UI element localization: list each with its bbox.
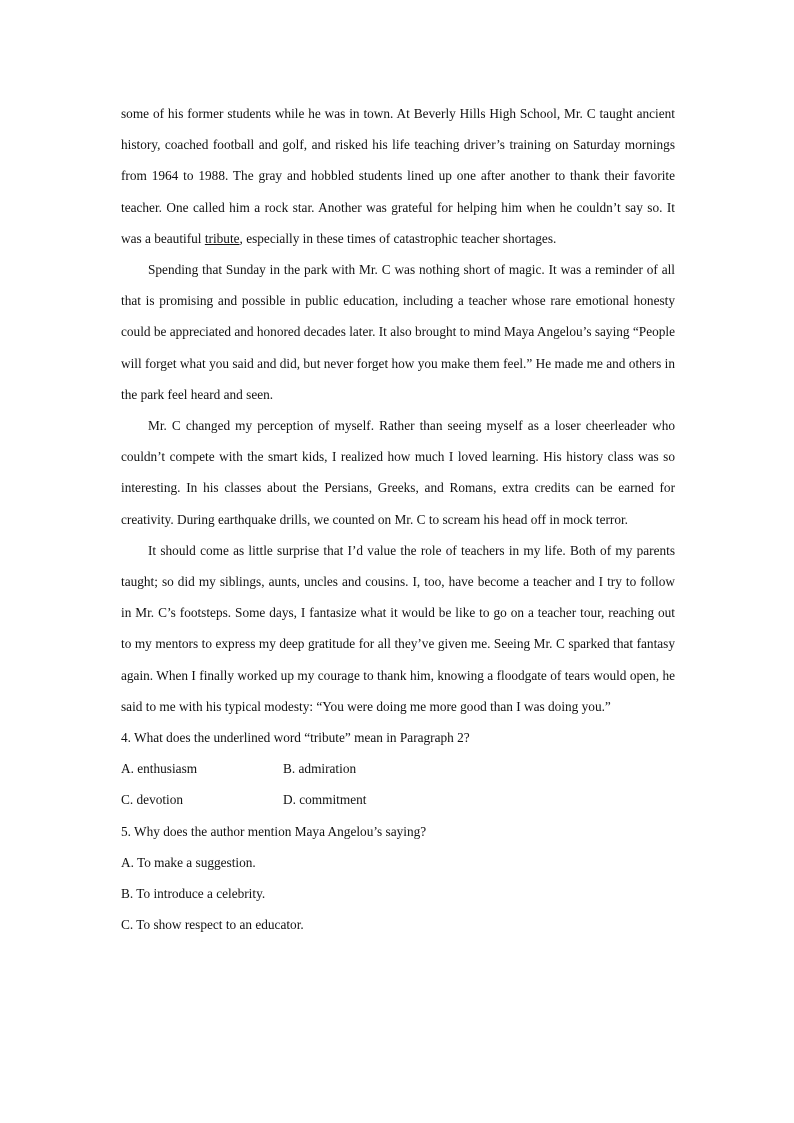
question-5-option-a: A. To make a suggestion. (121, 854, 256, 870)
question-4-option-d: D. commitment (283, 792, 367, 808)
paragraph-1-text-before: some of his former students while he was in town. At Beverly Hills High School, Mr. C taught ancient history, coached football and golf, and risked his life teaching driver’s training on Saturday mornings from 1964 to 1988. The gray and hobbled students lined up one after another to thank their favorite teacher. One called him a rock star. Another was grateful for helping him when he couldn’t say so. It was a beautiful (121, 106, 675, 246)
question-4-options-row-1 (121, 753, 675, 784)
paragraph-1-text-after: , especially in these times of catastrophic teacher shortages. (239, 230, 557, 246)
question-4-option-b: B. admiration (283, 761, 357, 777)
question-4-options-row-2 (121, 784, 675, 815)
underlined-word-tribute: tribute (204, 230, 240, 246)
question-4-stem: 4. What does the underlined word “tribute” mean in Paragraph 2? (121, 730, 470, 746)
document-page (121, 98, 675, 940)
paragraph-4: It should come as little surprise that I’d value the role of teachers in my life. Both of my parents taught; so did my siblings, aunts, uncles and cousins. I, too, have become a teacher and I try to follow in Mr. C’s footsteps. Some days, I fantasize what it would be like to go on a teacher tour, reaching out to my mentors to express my deep gratitude for all they’ve given me. Seeing Mr. C sparked that fantasy again. When I finally worked up my courage to thank him, knowing a floodgate of tears would open, he said to me with his typical modesty: “You were doing me more good than I was doing you.” (121, 542, 675, 714)
paragraph-3: Mr. C changed my perception of myself. Rather than seeing myself as a loser cheerleader who couldn’t compete with the smart kids, I realized how much I loved learning. His history class was so interesting. In his classes about the Persians, Greeks, and Romans, extra credits can be earned for creativity. During earthquake drills, we counted on Mr. C to scream his head off in mock terror. (121, 418, 675, 527)
question-5-option-c: C. To show respect to an educator. (121, 917, 304, 933)
question-4-option-c: C. devotion (121, 792, 184, 808)
question-4-option-a: A. enthusiasm (121, 761, 198, 777)
paragraph-1 (121, 98, 675, 254)
question-5-option-b: B. To introduce a celebrity. (121, 886, 266, 902)
question-4 (121, 722, 675, 816)
paragraph-2: Spending that Sunday in the park with Mr. C was nothing short of magic. It was a reminder of all that is promising and possible in public education, including a teacher whose rare emotional honesty could be appreciated and honored decades later. It also brought to mind Maya Angelou’s saying “People will forget what you said and did, but never forget how you make them feel.” He made me and others in the park feel heard and seen. (121, 262, 675, 402)
question-5-stem: 5. Why does the author mention Maya Angelou’s saying? (121, 823, 427, 839)
question-5 (121, 816, 675, 941)
